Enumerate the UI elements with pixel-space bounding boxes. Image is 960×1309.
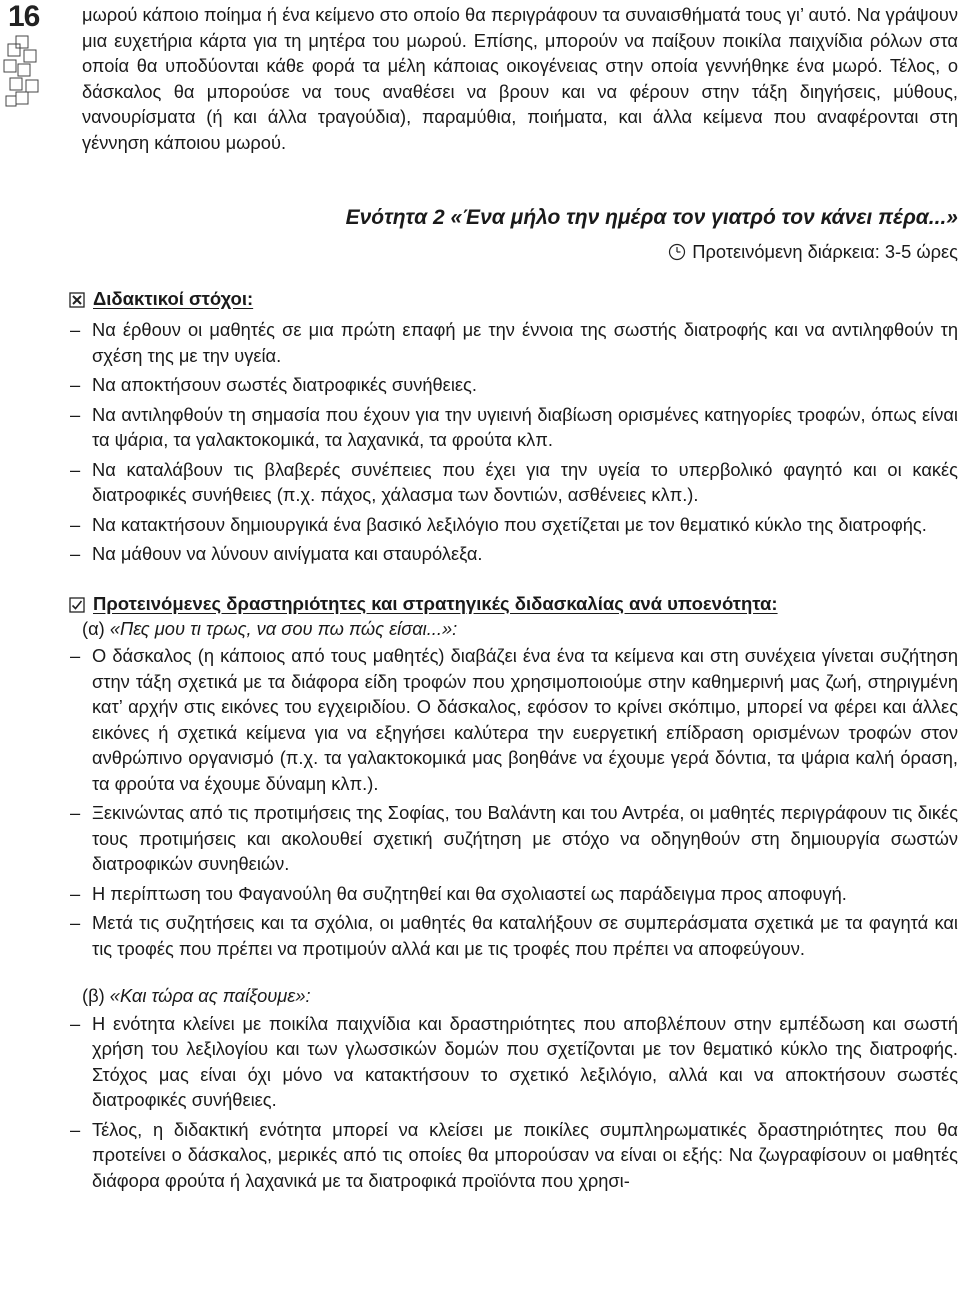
clock-icon xyxy=(668,243,686,261)
part-b-list xyxy=(82,1011,958,1194)
part-a-title-text: «Πες μου τι τρως, να σου πω πώς είσαι...»: xyxy=(109,617,458,639)
part-a-label: (α) xyxy=(82,617,105,639)
duration-line xyxy=(82,239,958,264)
list-item: – Ο δάσκαλος (η κάποιος από τους μαθητές) διαβάζει ένα ένα τα κείμενα και στη συνέχεια γίνεται συζήτηση στην τάξη σχετικά με τα διάφορα είδη τροφών που χρησιμοποιούμε στην καθημερινή μας ζωή, στηριγμένη κατ’ αρχήν στις εικόνες του εγχειριδίου. Ο δάσκαλος, εφόσον το κρίνει σκόπιμο, μπορεί να φέρει και άλλες εικόνες ή σχετικά κείμενα για να εξηγήσει καλύτερα την ευεργετική επίδραση ορισμένων τροφών στον ανθρώπινο οργανισμό (π.χ. τα γαλακτοκομικά μας βοηθάνε να έχουμε γερά δόντια, τα ψάρια καλή όραση, τα φρούτα να έχουμε δύναμη κλπ.). xyxy=(70,643,958,796)
page-content xyxy=(82,2,958,1197)
duration-text: Προτεινόμενη διάρκεια: 3-5 ώρες xyxy=(692,241,958,262)
part-a-title xyxy=(82,616,958,642)
checkbox-x-icon xyxy=(69,292,85,308)
list-item: – Μετά τις συζητήσεις και τα σχόλια, οι μαθητές θα καταλήξουν σε συμπεράσματα σχετικά με τα φαγητά και τις τροφές που πρέπει να προτιμούν αλλά και με τις τροφές που πρέπει να αποφεύγουν. xyxy=(70,910,958,961)
list-item: – Να μάθουν να λύνουν αινίγματα και σταυρόλεξα. xyxy=(70,541,958,567)
section-title: Ενότητα 2 «Ένα μήλο την ημέρα τον γιατρό τον κάνει πέρα...» xyxy=(345,206,958,229)
list-item: – Να καταλάβουν τις βλαβερές συνέπειες που έχει για την υγεία το υπερβολικό φαγητό και οι κακές διατροφικές συνήθειες (π.χ. πάχος, χάλασμα των δοντιών, ασθένειες κλπ.). xyxy=(70,457,958,508)
intro-paragraph: μωρού κάποιο ποίημα ή ένα κείμενο στο οποίο θα περιγράφουν τα συναισθήματά τους γι’ αυτό. Να γράψουν μια ευχετήρια κάρτα για τη μητέρα του μωρού. Επίσης, μπορούν να παίξουν ποικίλα παιχνίδια ρόλων στα οποία θα υποδύονται κάθε φορά τα μέλη κάποιας οικογένειας στην οποία γεννήθηκε ένα μωρό. Τέλος, ο δάσκαλος θα μπορούσε να τους αναθέσει να βρουν και να φέρουν στην τάξη διηγήσεις, μύθους, νανουρίσματα (ή και άλλα τραγούδια), παραμύθια, ποιήματα, και άλλα κείμενα που αναφέρονται στη γέννηση κάποιου μωρού. xyxy=(82,4,958,153)
list-item: – Να έρθουν οι μαθητές σε μια πρώτη επαφή με την έννοια της σωστής διατροφής και να αντιληφθούν τη σχέση της με την υγεία. xyxy=(70,317,958,368)
page-number: 16 xyxy=(8,0,40,33)
part-b-title xyxy=(82,983,958,1009)
list-item: – Να αντιληφθούν τη σημασία που έχουν για την υγιεινή διαβίωση ορισμένες κατηγορίες τροφών, όπως είναι τα ψάρια, τα γαλακτοκομικά, τα λαχανικά, τα φρούτα κλπ. xyxy=(70,402,958,453)
list-item: – Τέλος, η διδακτική ενότητα μπορεί να κλείσει με ποικίλες συμπληρωματικές δραστηριότητες που θα προτείνει ο δάσκαλος, μερικές από τις οποίες θα μπορούσαν να είναι οι εξής: Να ζωγραφίσουν οι μαθητές διάφορα φρούτα ή λαχανικά με τα διατροφικά προϊόντα που χρησι- xyxy=(70,1117,958,1194)
checkbox-check-icon xyxy=(69,597,85,613)
part-a-list xyxy=(82,643,958,961)
list-item: – Η περίπτωση του Φαγανούλη θα συζητηθεί και θα σχολιαστεί ως παράδειγμα προς αποφυγή. xyxy=(70,881,958,907)
activities-heading-text: Προτεινόμενες δραστηριότητες και στρατηγικές διδασκαλίας ανά υποενότητα: xyxy=(93,592,778,614)
list-item: – Ξεκινώντας από τις προτιμήσεις της Σοφίας, του Βαλάντη και του Αντρέα, οι μαθητές περιγράφουν τις δικές τους προτιμήσεις και ακολουθεί σχετική συζήτηση με στόχο να οδηγηθούν στη δημιουργία σωστών διατροφικών συνηθειών. xyxy=(70,800,958,877)
objectives-heading xyxy=(69,286,958,311)
objectives-list xyxy=(82,317,958,567)
decorative-squares-icon xyxy=(2,34,44,114)
list-item: – Η ενότητα κλείνει με ποικίλα παιχνίδια και δραστηριότητες που αποβλέπουν στην εμπέδωση και σωστή χρήση του λεξιλογίου και των γλωσσικών δομών που σχετίζονται με τον θεματικό κύκλο της διατροφής. Στόχος μας είναι όχι μόνο να κατακτήσουν το σχετικό λεξιλόγιο, αλλά και να αποκτήσουν σωστές διατροφικές συνήθειες. xyxy=(70,1011,958,1113)
objectives-heading-text: Διδακτικοί στόχοι: xyxy=(93,288,254,309)
list-item: – Να αποκτήσουν σωστές διατροφικές συνήθειες. xyxy=(70,372,958,398)
part-b-label: (β) xyxy=(82,985,105,1006)
activities-heading xyxy=(69,591,958,616)
list-item: – Να κατακτήσουν δημιουργικά ένα βασικό λεξιλόγιο που σχετίζεται με τον θεματικό κύκλο της διατροφής. xyxy=(70,512,958,538)
part-b-title-text: «Και τώρα ας παίξουμε»: xyxy=(109,985,311,1006)
